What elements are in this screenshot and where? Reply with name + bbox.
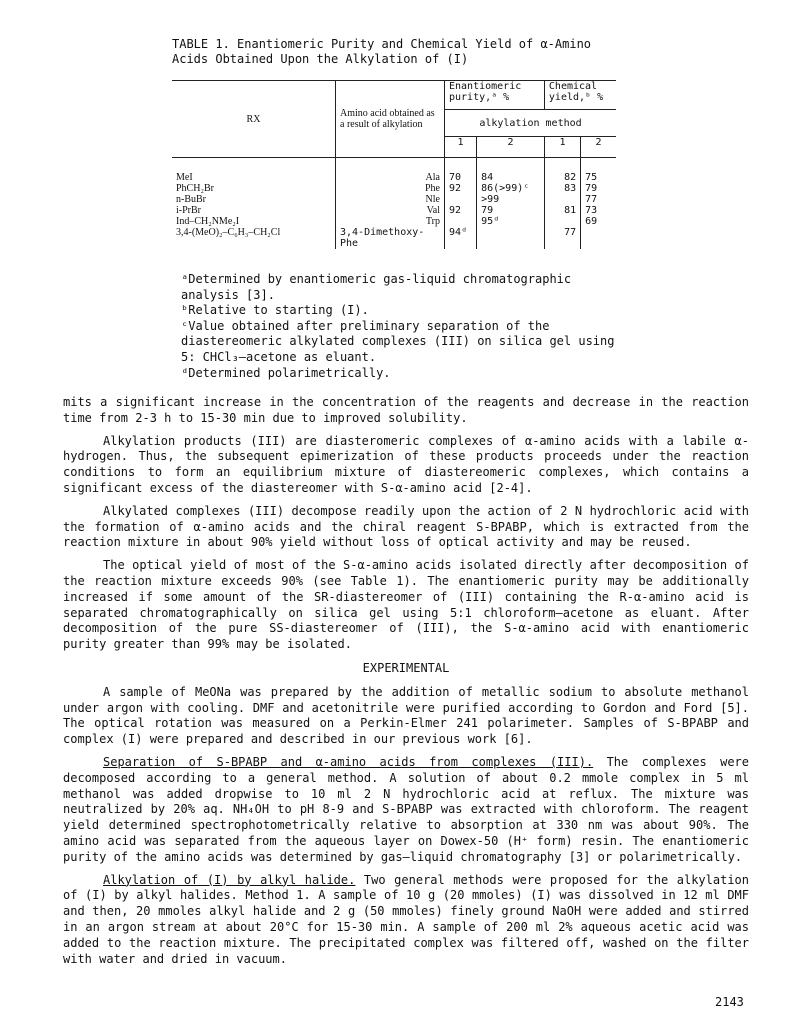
footnote-c: ᶜValue obtained after preliminary separation of the diastereomeric alkylated complexes (III) on silica gel using 5: CHCl₃–acetone as eluant. <box>181 318 615 364</box>
data-table <box>172 80 616 249</box>
paragraph-5: A sample of MeONa was prepared by the addition of metallic sodium to absolute methanol under argon with cooling. DMF and acetonitrile were purified according to Gordon and Ford [5]. The optical rotation was measured on a Perkin-Elmer 241 polarimeter. Samples of S-BPABP and complex (I) were prepared and described in our previous work [6]. <box>63 684 749 747</box>
table-row: Ind–CH₂NMe₂I Trp 95ᵈ 69 <box>172 216 616 227</box>
paragraph-6-title: Separation of S-BPABP and α-amino acids from complexes (III). <box>103 754 594 769</box>
section-heading: EXPERIMENTAL <box>362 660 450 675</box>
table-row: 3,4-(MeO)₂–C₆H₃–CH₂Cl 3,4-Dimethoxy-Phe 94ᵈ 77 <box>172 227 616 249</box>
footnote-a: ᵃDetermined by enantiomeric gas-liquid chromatographic analysis [3]. <box>181 272 572 302</box>
page-number: 2143 <box>715 995 744 1009</box>
paragraph-7-title: Alkylation of (I) by alkyl halide. <box>103 872 356 887</box>
footnote-b: ᵇRelative to starting (I). <box>181 303 369 318</box>
paragraph-4: The optical yield of most of the S-α-amino acids isolated directly after decomposition of the reaction mixture exceeds 90% (see Table 1). The enantiomeric purity may be additionally increased if some amount of the SR-diastereomer of (III) containing the R-α-amino acid is separated chromatographically on silica gel using 5:1 chloroform–acetone as eluant. After decomposition of the pure SS-diastereomer of (III), the S-α-amino acid with enantiomeric purity greater than 99% may be isolated. <box>63 558 749 652</box>
table-row: i-PrBr Val 92 79 81 73 <box>172 205 616 216</box>
method-2: 2 <box>477 137 545 158</box>
paragraph-6-text: The complexes were decomposed according to a general method. A solution of about 0.2 mmole complex in 5 ml methanol was added dropwise to 10 ml 2 N hydrochloric acid at reflux. The mixture was neutralized by 20% aq. NH₄OH to pH 8-9 and S-BPABP was extracted with chloroform. The reagent yield determined spectrophotometrically relative to absorption at 330 nm was about 90%. The amino acid was separated from the aqueous layer on Dowex-50 (H⁺ form) resin. The enantiomeric purity of the amino acids was determined by gas–liquid chromatography [3] or polarimetrically. <box>63 754 749 864</box>
table-row: MeI Ala 70 84 82 75 <box>172 172 616 183</box>
method-4: 2 <box>581 137 616 158</box>
paragraph-7 <box>63 873 749 968</box>
paragraph-2: Alkylation products (III) are diasteromeric complexes of α-amino acids with a labile α-hydrogen. Thus, the subsequent epimerization of these products proceeds under the reaction conditions to form an equilibrium mixture of diastereomeric complexes, which contains a significant excess of the diastereomer with S-α-amino acid [2-4]. <box>63 433 749 495</box>
method-1: 1 <box>445 137 477 158</box>
col-header-enantiomeric: Enantiomeric purity,ᵃ % <box>445 81 545 110</box>
table-row: PhCH₂Br Phe 92 86(>99)ᶜ 83 79 <box>172 183 616 194</box>
paragraph-3: Alkylated complexes (III) decompose readily upon the action of 2 N hydrochloric acid with the formation of α-amino acids and the chiral reagent S-BPABP, which is extracted from the reaction mixture in about 90% yield without loss of optical activity and may be reused. <box>63 503 749 550</box>
footnote-d: ᵈDetermined polarimetrically. <box>181 365 391 380</box>
col-header-rx: RX <box>172 81 336 158</box>
paragraph-6 <box>63 755 749 866</box>
paragraph-7-text: Two general methods were proposed for the alkylation of (I) by alkyl halides. Method 1. A sample of 10 g (20 mmoles) (I) was dissolved in 12 ml DMF and then, 20 mmoles alkyl halide and 2 g (50 mmoles) finely ground NaOH were added and stirred in an argon stream at about 20°C for 15-30 min. A sample of 200 ml 2% aqueous acetic acid was added to the reaction mixture. The precipitated complex was filtered off, washed on the filter with water and dried in vacuum. <box>63 872 750 966</box>
col-header-method: alkylation method <box>445 110 617 137</box>
method-3: 1 <box>544 137 580 158</box>
paragraph-1: mits a significant increase in the concentration of the reagents and decrease in the reaction time from 2-3 h to 15-30 min due to improved solubility. <box>63 395 749 425</box>
table-footnotes <box>181 272 631 381</box>
col-header-chemical: Chemical yield,ᵇ % <box>544 81 616 110</box>
table-caption: TABLE 1. Enantiomeric Purity and Chemical Yield of α-Amino Acids Obtained Upon the Alkylation of (I) <box>172 37 592 66</box>
body-text <box>63 395 749 974</box>
table-row: n-BuBr Nle >99 77 <box>172 194 616 205</box>
col-header-amino-acid: Amino acid obtained as a result of alkylation <box>336 81 445 158</box>
